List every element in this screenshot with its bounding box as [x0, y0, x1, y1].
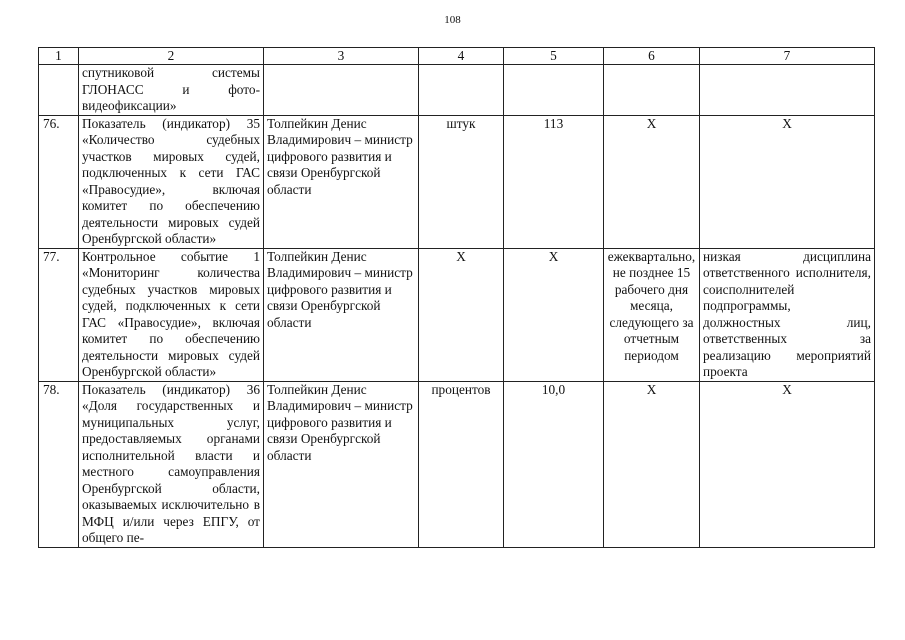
table-header-row: [39, 48, 875, 65]
header-cell: 5: [504, 48, 604, 65]
indicator-name: Показатель (индикатор) 36 «Доля государственных и муниципальных услуг, предоставляемых органами исполнительной власти и местного самоуправления Оренбургской области, оказываемых исключительно в МФЦ и/или через ЕПГУ, от общего пе-: [79, 381, 264, 547]
risk-cell: Х: [700, 115, 875, 248]
unit-cell: процентов: [419, 381, 504, 547]
header-cell: 4: [419, 48, 504, 65]
deadline-cell: ежеквартально, не позднее 15 рабочего дня месяца, следующего за отчетным периодом: [604, 248, 700, 381]
value-cell: 10,0: [504, 381, 604, 547]
responsible-person: Толпейкин Денис Владимирович – министр цифрового развития и связи Оренбургской области: [264, 248, 419, 381]
page-number: 108: [444, 14, 461, 26]
row-number: 77.: [39, 248, 79, 381]
value-cell: [504, 65, 604, 116]
deadline-cell: [604, 65, 700, 116]
indicator-name: спутниковой системы ГЛОНАСС и фото-видеофиксации»: [79, 65, 264, 116]
row-number: 76.: [39, 115, 79, 248]
header-cell: 3: [264, 48, 419, 65]
deadline-cell: Х: [604, 381, 700, 547]
table-row: [39, 115, 875, 248]
responsible-person: [264, 65, 419, 116]
indicator-name: Показатель (индикатор) 35 «Количество судебных участков мировых судей, подключенных к сети ГАС «Правосудие», включая комитет по обеспечению деятельности мировых судей Оренбургской области»: [79, 115, 264, 248]
risk-cell: низкая дисциплина ответственного исполнителя, соисполнителей подпрограммы, должностных лиц, ответственных за реализацию мероприятий проекта: [700, 248, 875, 381]
responsible-person: Толпейкин Денис Владимирович – министр цифрового развития и связи Оренбургской области: [264, 115, 419, 248]
program-table: [38, 47, 875, 548]
value-cell: 113: [504, 115, 604, 248]
value-cell: Х: [504, 248, 604, 381]
responsible-person: Толпейкин Денис Владимирович – министр цифрового развития и связи Оренбургской области: [264, 381, 419, 547]
header-cell: 1: [39, 48, 79, 65]
table-row: [39, 248, 875, 381]
risk-cell: Х: [700, 381, 875, 547]
row-number: [39, 65, 79, 116]
deadline-cell: Х: [604, 115, 700, 248]
unit-cell: [419, 65, 504, 116]
table-row: [39, 381, 875, 547]
table-row: [39, 65, 875, 116]
header-cell: 6: [604, 48, 700, 65]
risk-cell: [700, 65, 875, 116]
header-cell: 2: [79, 48, 264, 65]
row-number: 78.: [39, 381, 79, 547]
header-cell: 7: [700, 48, 875, 65]
unit-cell: Х: [419, 248, 504, 381]
indicator-name: Контрольное событие 1 «Мониторинг количества судебных участков мировых судей, подключенных к сети ГАС «Правосудие», включая комитет по обеспечению деятельности мировых судей Оренбургской области»: [79, 248, 264, 381]
unit-cell: штук: [419, 115, 504, 248]
